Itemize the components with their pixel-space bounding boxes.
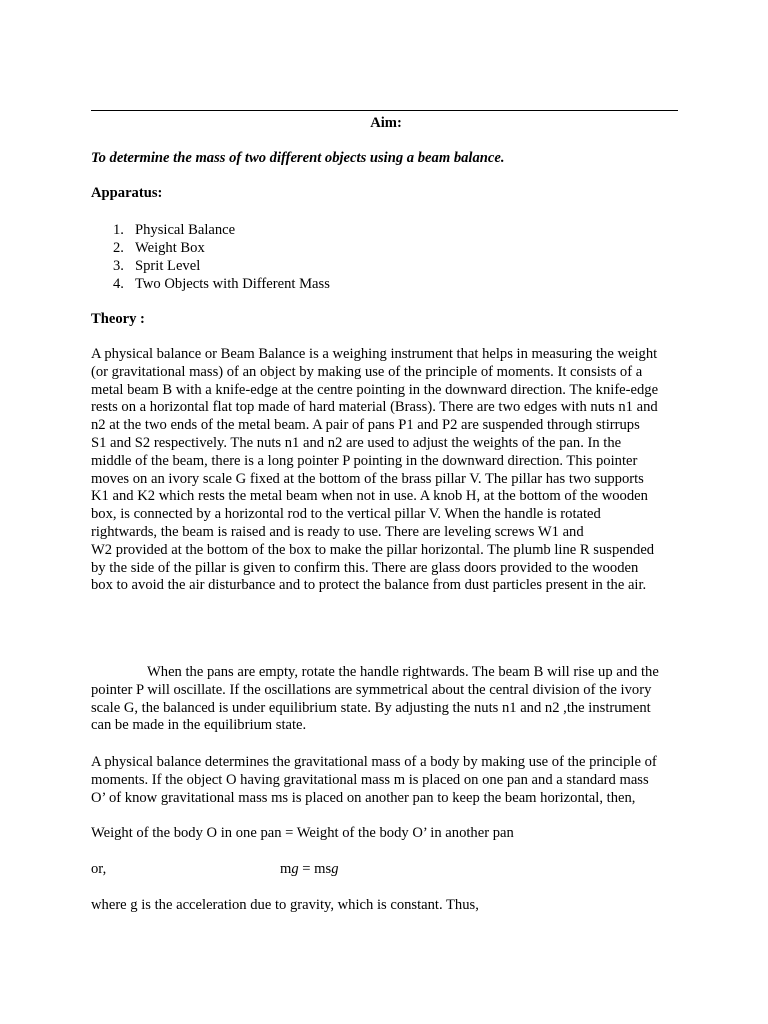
- apparatus-item-number: 1.: [113, 222, 124, 238]
- final-line: where g is the acceleration due to gravity, which is constant. Thus,: [91, 897, 479, 913]
- paragraph-line: metal beam B with a knife-edge at the centre pointing in the downward direction. The knife-edge: [91, 381, 659, 398]
- paragraph-line: (or gravitational mass) of an object by making use of the principle of moments. It consists of a: [91, 363, 643, 380]
- paragraph-line: When the pans are empty, rotate the handle rightwards. The beam B will rise up and the: [147, 664, 659, 680]
- paragraph-line: can be made in the equilibrium state.: [91, 717, 307, 734]
- theory-heading: Theory :: [91, 311, 145, 327]
- paragraph-line: A physical balance determines the gravitational mass of a body by making use of the principle of: [91, 754, 657, 770]
- apparatus-item-number: 4.: [113, 276, 124, 292]
- apparatus-item-number: 3.: [113, 258, 124, 274]
- paragraph-line: S1 and S2 respectively. The nuts n1 and n2 are used to adjust the weights of the pan. In the: [91, 434, 622, 451]
- apparatus-item-label: Physical Balance: [135, 222, 236, 238]
- apparatus-list: [91, 221, 681, 293]
- weight-equation: Weight of the body O in one pan = Weight of the body O’ in another pan: [91, 825, 514, 841]
- theory-paragraph-3: [91, 754, 681, 807]
- paragraph-line: n2 at the two ends of the metal beam. A pair of pans P1 and P2 are suspended through stirrups: [91, 417, 640, 434]
- paragraph-line: A physical balance or Beam Balance is a weighing instrument that helps in measuring the weight: [91, 346, 658, 362]
- theory-paragraph-2: [91, 664, 681, 735]
- apparatus-item: [91, 239, 681, 257]
- mass-equation: mg = msg: [280, 861, 339, 877]
- apparatus-item-number: 2.: [113, 240, 124, 256]
- paragraph-line: box, is connected by a horizontal rod to the vertical pillar V. When the handle is rotated: [91, 506, 601, 523]
- or-label: or,: [91, 861, 107, 877]
- paragraph-line: middle of the beam, there is a long pointer P pointing in the downward direction. This pointer: [91, 452, 638, 469]
- paragraph-line: scale G, the balanced is under equilibrium state. By adjusting the nuts n1 and n2 ,the instrument: [91, 699, 651, 716]
- paragraph-line: box to avoid the air disturbance and to protect the balance from dust particles present in the air.: [91, 577, 647, 594]
- paragraph-line: pointer P will oscillate. If the oscillations are symmetrical about the central division of the ivory: [91, 681, 652, 698]
- aim-text: To determine the mass of two different objects using a beam balance.: [91, 150, 505, 166]
- paragraph-line: rightwards, the beam is raised and is ready to use. There are leveling screws W1 and: [91, 523, 584, 540]
- theory-paragraph-1: [91, 346, 681, 595]
- paragraph-line: moves on an ivory scale G fixed at the bottom of the brass pillar V. The pillar has two supports: [91, 470, 644, 487]
- paragraph-line: W2 provided at the bottom of the box to make the pillar horizontal. The plumb line R suspended: [91, 541, 655, 558]
- paragraph-line: moments. If the object O having gravitational mass m is placed on one pan and a standard mass: [91, 771, 649, 788]
- aim-heading: Aim:: [370, 115, 402, 131]
- header-rule: [91, 110, 678, 111]
- apparatus-item-label: Weight Box: [135, 240, 205, 256]
- equation-line: [91, 861, 681, 879]
- paragraph-line: O’ of know gravitational mass ms is placed on another pan to keep the beam horizontal, then,: [91, 789, 636, 806]
- paragraph-line: rests on a horizontal flat top made of hard material (Brass). There are two edges with nuts n1 and: [91, 399, 658, 416]
- paragraph-line: by the side of the pillar is given to confirm this. There are glass doors provided to the wooden: [91, 559, 639, 576]
- apparatus-item-label: Two Objects with Different Mass: [135, 276, 330, 292]
- apparatus-item: [91, 257, 681, 275]
- paragraph-line: K1 and K2 which rests the metal beam when not in use. A knob H, at the bottom of the wooden: [91, 488, 648, 505]
- apparatus-item: [91, 275, 681, 293]
- apparatus-item: [91, 221, 681, 239]
- apparatus-heading: Apparatus:: [91, 185, 163, 201]
- apparatus-item-label: Sprit Level: [135, 258, 201, 274]
